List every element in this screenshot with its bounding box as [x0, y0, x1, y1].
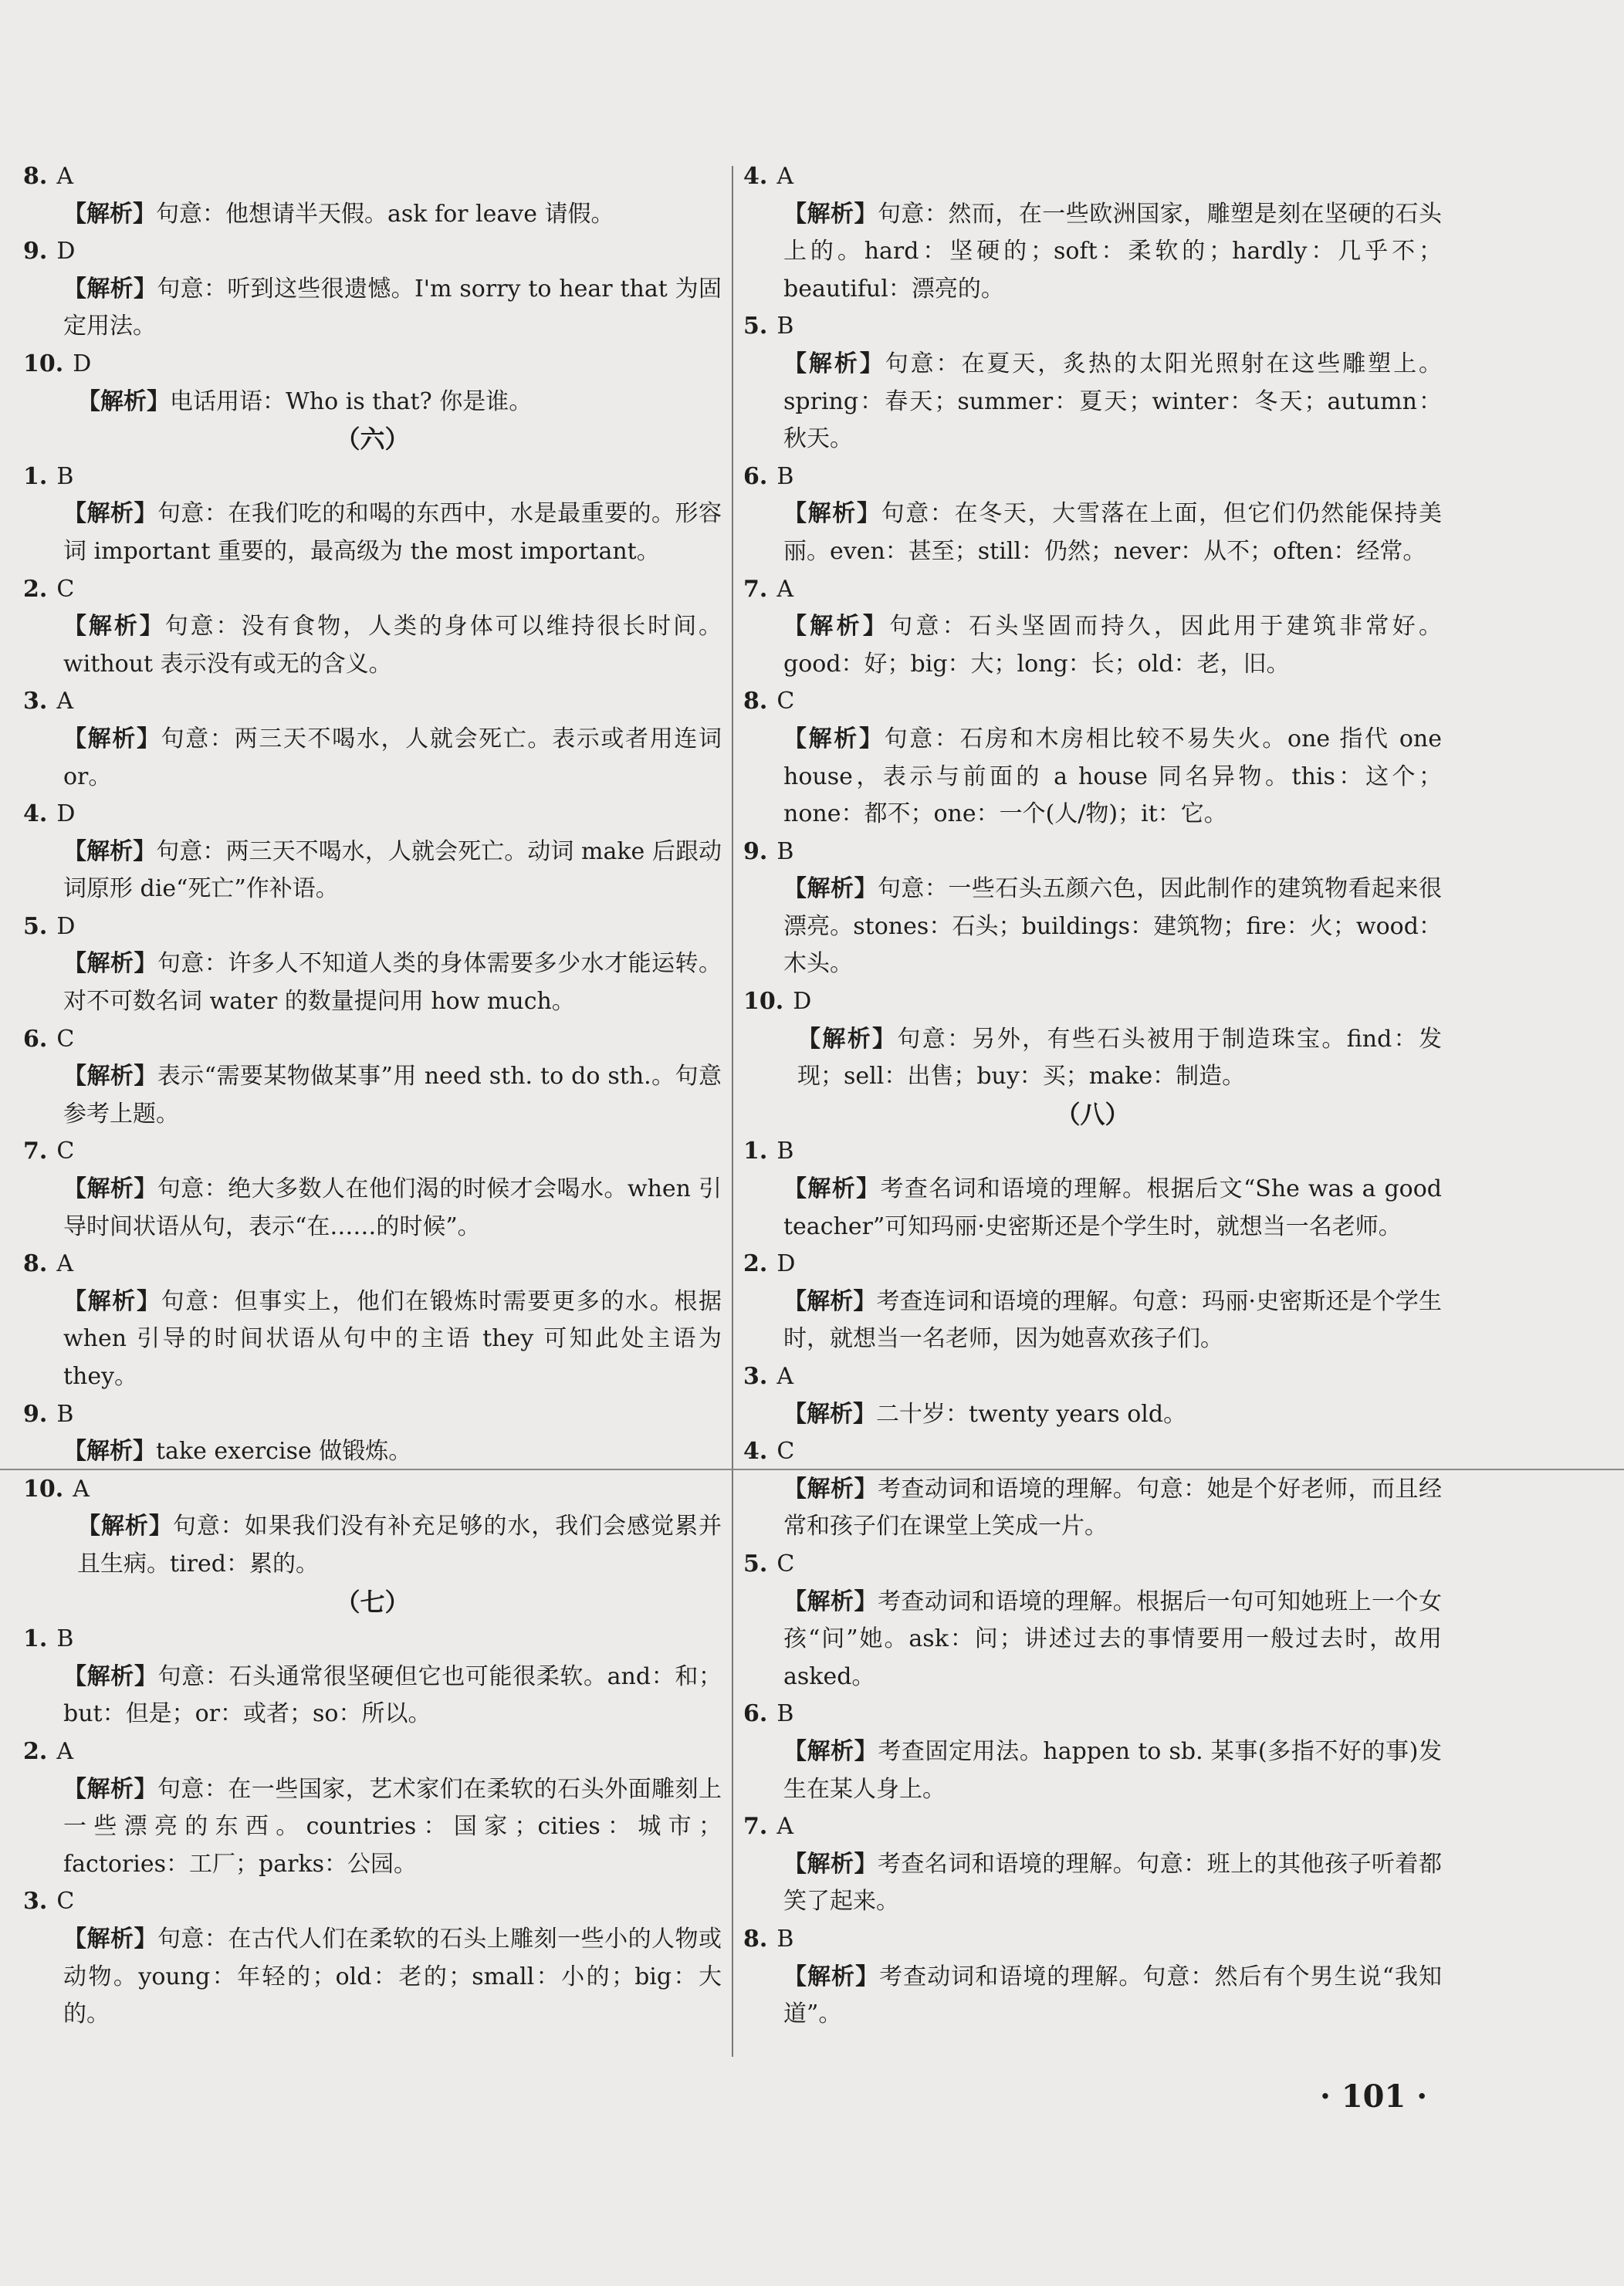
- explanation-text: 考查连词和语境的理解。句意：玛丽·史密斯还是个学生时，就想当一名老师，因为她喜欢孩子们。: [783, 1287, 1442, 1353]
- answer-letter: A: [56, 1250, 73, 1278]
- answer-letter: B: [56, 1400, 74, 1428]
- right-column: [743, 158, 1442, 2034]
- explanation-text: 句意：一些石头五颜六色，因此制作的建筑物看起来很漂亮。stones：石头；buildings：建筑物；fire：火；wood：木头。: [783, 875, 1443, 978]
- question-number: 9.: [23, 238, 48, 265]
- answer-letter: D: [56, 800, 76, 828]
- answer-letter: A: [56, 688, 73, 715]
- explanation-text: 考查动词和语境的理解。句意：然后有个男生说“我知道”。: [783, 1963, 1443, 2028]
- answer-letter: A: [776, 1363, 793, 1390]
- explanation-text: 句意：在冬天，大雪落在上面，但它们仍然能保持美丽。even：甚至；still：仍然；never：从不；often：经常。: [783, 500, 1443, 565]
- explanation: [743, 1396, 1442, 1434]
- explanation: [743, 196, 1442, 309]
- explanation-tag: 【解析】: [63, 200, 156, 228]
- answer-letter: A: [56, 1737, 73, 1765]
- answer-item: [23, 1396, 722, 1471]
- explanation-text: 句意：听到这些很遗憾。I'm sorry to hear that 为固定用法。: [63, 275, 722, 340]
- explanation: [743, 1471, 1442, 1546]
- answer-item: [23, 158, 722, 233]
- question-number: 8.: [743, 1925, 768, 1953]
- answer-item: [23, 571, 722, 684]
- explanation-tag: 【解析】: [63, 500, 157, 528]
- explanation-tag: 【解析】: [63, 837, 157, 865]
- explanation-text: 二十岁：twenty years old。: [876, 1400, 1187, 1428]
- answer-letter: A: [776, 575, 793, 603]
- answer-item: [23, 458, 722, 571]
- explanation-tag: 【解析】: [783, 1588, 878, 1615]
- question-number: 2.: [743, 1250, 768, 1278]
- answer-letter: B: [776, 837, 794, 865]
- explanation-tag: 【解析】: [77, 387, 170, 415]
- answer-letter: C: [776, 688, 795, 715]
- question-number: 8.: [23, 1250, 48, 1278]
- explanation-text: 电话用语：Who is that? 你是谁。: [170, 387, 533, 415]
- question-number: 8.: [23, 163, 48, 190]
- explanation: [743, 721, 1442, 834]
- answer-item: [23, 1133, 722, 1246]
- explanation: [743, 495, 1442, 570]
- answer-item: [743, 1546, 1442, 1696]
- explanation-text: 句意：绝大多数人在他们渴的时候才会喝水。when 引导时间状语从句，表示“在……的时候”。: [63, 1175, 722, 1240]
- question-number: 1.: [23, 1625, 48, 1653]
- answer-item: [23, 1471, 722, 1584]
- question-number: 5.: [743, 313, 768, 340]
- answer-item: [743, 1133, 1442, 1246]
- answer-letter: D: [56, 238, 76, 265]
- answer-item: [23, 1246, 722, 1395]
- answer-letter: D: [56, 912, 76, 940]
- explanation-text: 表示“需要某物做某事”用 need sth. to do sth.。句意参考上题。: [63, 1063, 722, 1128]
- answer-letter: A: [776, 163, 793, 190]
- question-number: 1.: [743, 1138, 768, 1165]
- explanation: [23, 271, 722, 346]
- answer-item: [743, 1246, 1442, 1358]
- explanation: [23, 384, 722, 421]
- explanation: [743, 1283, 1442, 1358]
- explanation-tag: 【解析】: [63, 1925, 157, 1953]
- answer-letter: B: [776, 462, 794, 490]
- answer-item: [743, 1921, 1442, 2034]
- answer-item: [23, 346, 722, 421]
- answer-letter: B: [56, 462, 74, 490]
- answer-item: [743, 308, 1442, 458]
- explanation-tag: 【解析】: [783, 1850, 878, 1878]
- explanation-text: 句意：许多人不知道人类的身体需要多少水才能运转。对不可数名词 water 的数量提问用 how much。: [63, 950, 722, 1016]
- question-number: 4.: [23, 800, 48, 828]
- explanation-text: 句意：在夏天，炙热的太阳光照射在这些雕塑上。spring：春天；summer：夏天；winter：冬天；autumn：秋天。: [783, 350, 1443, 453]
- section-heading: （七）: [335, 1587, 410, 1617]
- question-number: 10.: [743, 988, 784, 1016]
- explanation-text: 句意：另外，有些石头被用于制造珠宝。find：发现；sell：出售；buy：买；make：制造。: [797, 1025, 1443, 1091]
- explanation-text: 考查动词和语境的理解。句意：她是个好老师，而且经常和孩子们在课堂上笑成一片。: [783, 1475, 1443, 1540]
- question-number: 3.: [23, 1888, 48, 1916]
- question-number: 6.: [743, 1700, 768, 1728]
- explanation-text: 句意：在我们吃的和喝的东西中，水是最重要的。形容词 important 重要的，最高级为 the most important。: [63, 500, 722, 565]
- explanation-tag: 【解析】: [783, 1475, 878, 1503]
- column-divider: [732, 166, 733, 2057]
- answer-letter: C: [56, 1888, 75, 1916]
- explanation: [743, 1584, 1442, 1696]
- explanation: [743, 1959, 1442, 2034]
- explanation-tag: 【解析】: [783, 1175, 881, 1203]
- explanation: [23, 495, 722, 570]
- answer-item: [743, 1808, 1442, 1921]
- explanation-tag: 【解析】: [63, 1175, 157, 1203]
- answer-item: [743, 983, 1442, 1096]
- explanation-tag: 【解析】: [63, 1662, 158, 1690]
- explanation-tag: 【解析】: [783, 200, 878, 228]
- question-number: 6.: [743, 462, 768, 490]
- explanation-text: 句意：石房和木房相比较不易失火。one 指代 one house，表示与前面的 a house 同名异物。this：这个；none：都不；one：一个(人/物)；it：它。: [783, 725, 1442, 828]
- explanation-text: 考查名词和语境的理解。句意：班上的其他孩子听着都笑了起来。: [783, 1850, 1443, 1916]
- answer-letter: B: [776, 313, 794, 340]
- question-number: 3.: [23, 688, 48, 715]
- question-number: 3.: [743, 1363, 768, 1390]
- explanation: [23, 1171, 722, 1246]
- answer-letter: C: [56, 575, 75, 603]
- answer-letter: B: [776, 1925, 794, 1953]
- answer-item: [23, 1733, 722, 1883]
- question-number: 7.: [743, 1813, 768, 1841]
- explanation-tag: 【解析】: [63, 1775, 157, 1803]
- question-number: 7.: [743, 575, 768, 603]
- explanation-tag: 【解析】: [783, 613, 890, 641]
- explanation: [743, 1171, 1442, 1246]
- question-number: 8.: [743, 688, 768, 715]
- explanation: [743, 1846, 1442, 1921]
- answer-item: [23, 796, 722, 908]
- answer-item: [743, 458, 1442, 571]
- explanation-text: take exercise 做锻炼。: [156, 1438, 412, 1466]
- explanation-text: 句意：但事实上，他们在锻炼时需要更多的水。根据 when 引导的时间状语从句中的主语 they 可知此处主语为 they。: [63, 1287, 722, 1390]
- explanation: [23, 1433, 722, 1471]
- answer-item: [743, 158, 1442, 308]
- answer-letter: C: [56, 1025, 75, 1053]
- explanation: [23, 608, 722, 683]
- explanation-text: 句意：两三天不喝水，人就会死亡。动词 make 后跟动词原形 die“死亡”作补语。: [63, 837, 722, 903]
- answer-item: [23, 1621, 722, 1733]
- question-number: 2.: [23, 575, 48, 603]
- answer-item: [23, 683, 722, 796]
- explanation-tag: 【解析】: [63, 950, 157, 978]
- left-column: [23, 158, 722, 2034]
- question-number: 10.: [23, 350, 64, 377]
- explanation-text: 句意：如果我们没有补充足够的水，我们会感觉累并且生病。tired：累的。: [77, 1513, 722, 1578]
- explanation-tag: 【解析】: [63, 1438, 156, 1466]
- question-number: 4.: [743, 1438, 768, 1466]
- answer-letter: D: [793, 988, 812, 1016]
- explanation-text: 句意：石头坚固而持久，因此用于建筑非常好。good：好；big：大；long：长；old：老，旧。: [783, 613, 1443, 678]
- explanation-tag: 【解析】: [783, 875, 878, 903]
- question-number: 5.: [23, 912, 48, 940]
- answer-letter: D: [73, 350, 92, 377]
- question-number: 2.: [23, 1737, 48, 1765]
- answer-letter: B: [776, 1138, 794, 1165]
- explanation: [23, 834, 722, 908]
- page-number: · 101 ·: [1320, 2078, 1428, 2115]
- explanation-tag: 【解析】: [77, 1513, 173, 1540]
- explanation-tag: 【解析】: [783, 725, 885, 752]
- explanation-text: 句意：在一些国家，艺术家们在柔软的石头外面雕刻上一些漂亮的东西。countries：国家；cities：城市；factories：工厂；parks：公园。: [63, 1775, 722, 1878]
- explanation-text: 句意：石头通常很坚硬但它也可能很柔软。and：和；but：但是；or：或者；so：所以。: [63, 1662, 722, 1728]
- explanation: [23, 945, 722, 1020]
- explanation-tag: 【解析】: [63, 725, 161, 752]
- explanation: [23, 1508, 722, 1583]
- question-number: 10.: [23, 1475, 64, 1503]
- section-heading: （六）: [335, 424, 410, 455]
- question-number: 7.: [23, 1138, 48, 1165]
- explanation-text: 考查固定用法。happen to sb. 某事(多指不好的事)发生在某人身上。: [783, 1737, 1442, 1803]
- explanation: [743, 1021, 1442, 1096]
- explanation-tag: 【解析】: [63, 275, 157, 303]
- explanation-tag: 【解析】: [797, 1025, 898, 1053]
- answer-item: [23, 1883, 722, 2033]
- answer-item: [743, 683, 1442, 833]
- explanation-tag: 【解析】: [783, 500, 881, 528]
- explanation-text: 考查名词和语境的理解。根据后文“She was a good teacher”可知玛丽·史密斯还是个学生时，就想当一名老师。: [783, 1175, 1443, 1240]
- answer-item: [23, 1021, 722, 1134]
- answer-item: [743, 834, 1442, 983]
- explanation-text: 句意：在古代人们在柔软的石头上雕刻一些小的人物或动物。young：年轻的；old：老的；small：小的；big：大的。: [63, 1925, 722, 2028]
- explanation: [743, 871, 1442, 983]
- explanation-tag: 【解析】: [63, 613, 165, 641]
- question-number: 6.: [23, 1025, 48, 1053]
- explanation-tag: 【解析】: [63, 1063, 157, 1091]
- explanation-tag: 【解析】: [783, 350, 885, 377]
- explanation-text: 考查动词和语境的理解。根据后一句可知她班上一个女孩“问”她。ask：问；讲述过去的事情要用一般过去时，故用 asked。: [783, 1588, 1443, 1690]
- explanation: [23, 1058, 722, 1133]
- explanation: [23, 1771, 722, 1884]
- answer-letter: A: [73, 1475, 90, 1503]
- explanation: [23, 721, 722, 796]
- explanation-tag: 【解析】: [783, 1400, 876, 1428]
- explanation-tag: 【解析】: [783, 1737, 878, 1765]
- answer-item: [743, 571, 1442, 684]
- answer-letter: B: [776, 1700, 794, 1728]
- answer-letter: D: [776, 1250, 796, 1278]
- explanation: [23, 196, 722, 234]
- explanation: [23, 1283, 722, 1396]
- question-number: 9.: [23, 1400, 48, 1428]
- explanation-text: 句意：没有食物，人类的身体可以维持很长时间。without 表示没有或无的含义。: [63, 613, 722, 678]
- explanation-text: 句意：他想请半天假。ask for leave 请假。: [156, 200, 614, 228]
- question-number: 5.: [743, 1550, 768, 1578]
- answer-letter: B: [56, 1625, 74, 1653]
- question-number: 4.: [743, 163, 768, 190]
- answer-item: [23, 908, 722, 1021]
- answer-letter: A: [56, 163, 73, 190]
- explanation: [23, 1921, 722, 2034]
- answer-letter: C: [776, 1438, 795, 1466]
- answer-letter: C: [776, 1550, 795, 1578]
- question-number: 9.: [743, 837, 768, 865]
- explanation-text: 句意：两三天不喝水，人就会死亡。表示或者用连词 or。: [63, 725, 722, 790]
- answer-item: [743, 1358, 1442, 1433]
- section-heading: （八）: [1055, 1099, 1130, 1129]
- explanation: [743, 608, 1442, 683]
- explanation-tag: 【解析】: [783, 1287, 877, 1315]
- question-number: 1.: [23, 462, 48, 490]
- answer-letter: C: [56, 1138, 75, 1165]
- answer-item: [743, 1433, 1442, 1546]
- explanation-tag: 【解析】: [783, 1963, 880, 1990]
- answer-item: [743, 1696, 1442, 1808]
- explanation: [23, 1659, 722, 1733]
- explanation-text: 句意：然而，在一些欧洲国家，雕塑是刻在坚硬的石头上的。hard：坚硬的；soft：柔软的；hardly：几乎不；beautiful：漂亮的。: [783, 200, 1443, 303]
- answer-letter: A: [776, 1813, 793, 1841]
- explanation-tag: 【解析】: [63, 1287, 161, 1315]
- explanation: [743, 346, 1442, 458]
- answer-item: [23, 233, 722, 346]
- explanation: [743, 1733, 1442, 1808]
